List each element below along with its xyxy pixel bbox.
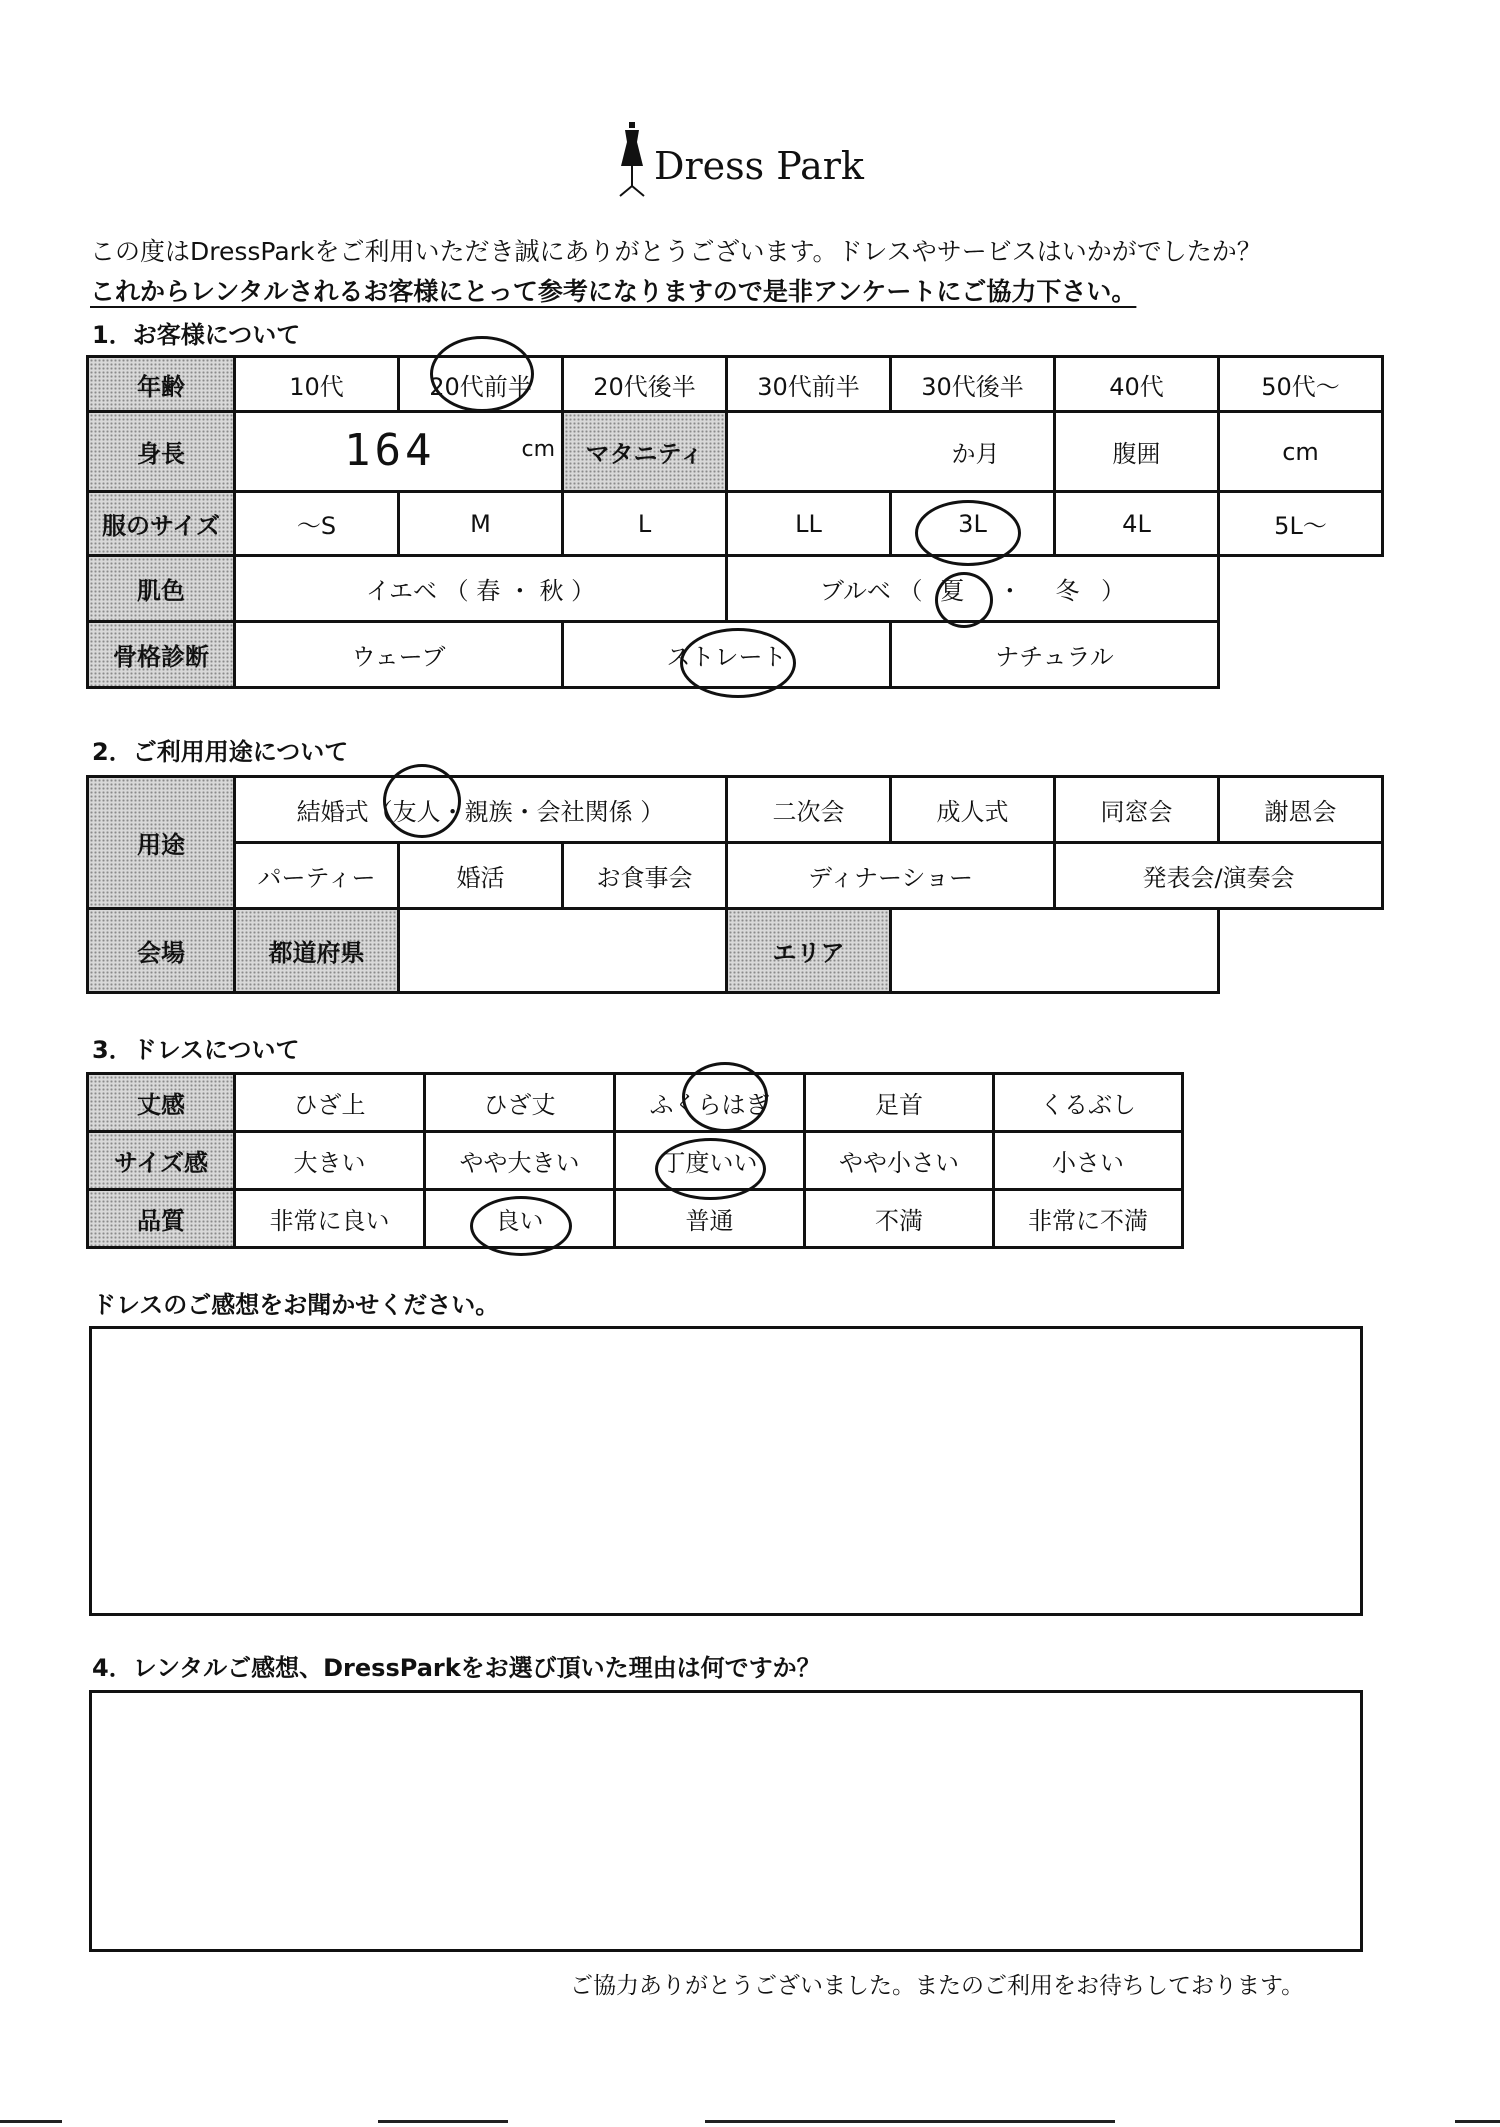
scan-edge-line bbox=[705, 2120, 1115, 2123]
fit-option-slightly-large[interactable]: やや大きい bbox=[425, 1132, 615, 1190]
purpose-option-coming-of-age[interactable]: 成人式 bbox=[891, 777, 1055, 843]
impression-textarea[interactable] bbox=[89, 1326, 1363, 1616]
skin-label: 肌色 bbox=[88, 556, 235, 622]
age-option-40s[interactable]: 40代 bbox=[1055, 357, 1219, 412]
section2-title: 2．ご利用用途について bbox=[92, 738, 349, 766]
empty-cell bbox=[1219, 556, 1383, 622]
size-option-s[interactable]: ～S bbox=[235, 492, 399, 556]
height-label: 身長 bbox=[88, 412, 235, 492]
dress-form-icon bbox=[612, 120, 652, 210]
quality-label: 品質 bbox=[88, 1190, 235, 1248]
wedding-friend-option[interactable]: 友人 bbox=[392, 798, 441, 826]
age-option-10s[interactable]: 10代 bbox=[235, 357, 399, 412]
venue-label: 会場 bbox=[88, 909, 235, 993]
area-label: エリア bbox=[727, 909, 891, 993]
purpose-label: 用途 bbox=[88, 777, 235, 909]
skeleton-label: 骨格診断 bbox=[88, 622, 235, 688]
prefecture-field[interactable] bbox=[399, 909, 727, 993]
wedding-rest: ・親族・会社関係 ） bbox=[440, 798, 665, 826]
prefecture-label: 都道府県 bbox=[235, 909, 399, 993]
fit-option-large[interactable]: 大きい bbox=[235, 1132, 425, 1190]
reason-textarea[interactable] bbox=[89, 1690, 1363, 1952]
purpose-option-party[interactable]: パーティー bbox=[235, 843, 399, 909]
skeleton-option-straight[interactable]: ストレート bbox=[563, 622, 891, 688]
quality-option-good[interactable]: 良い bbox=[425, 1190, 615, 1248]
age-option-early-30s[interactable]: 30代前半 bbox=[727, 357, 891, 412]
blue-base-suffix: ） bbox=[1101, 577, 1126, 605]
length-label: 丈感 bbox=[88, 1074, 235, 1132]
size-option-ll[interactable]: LL bbox=[727, 492, 891, 556]
blue-base-prefix: ブルベ （ bbox=[819, 577, 923, 605]
fit-option-just-right[interactable]: 丁度いい bbox=[615, 1132, 805, 1190]
height-field[interactable] bbox=[235, 412, 563, 492]
purpose-option-reunion[interactable]: 同窓会 bbox=[1055, 777, 1219, 843]
waist-field[interactable]: cm bbox=[1219, 412, 1383, 492]
intro-text: この度はDressParkをご利用いただき誠にありがとうございます。ドレスやサービスはいかがでしたか？ bbox=[90, 237, 1262, 266]
quality-option-very-good[interactable]: 非常に良い bbox=[235, 1190, 425, 1248]
section4-title: 4．レンタルご感想、DressParkをお選び頂いた理由は何ですか？ bbox=[92, 1654, 821, 1682]
age-label: 年齢 bbox=[88, 357, 235, 412]
fit-label: サイズ感 bbox=[88, 1132, 235, 1190]
purpose-table bbox=[86, 775, 1384, 994]
purpose-option-wedding[interactable] bbox=[235, 777, 727, 843]
impression-prompt: ドレスのご感想をお聞かせください。 bbox=[92, 1291, 500, 1319]
length-option-above-knee[interactable]: ひざ上 bbox=[235, 1074, 425, 1132]
quality-option-dissatisfied[interactable]: 不満 bbox=[805, 1190, 994, 1248]
age-option-early-20s[interactable]: 20代前半 bbox=[399, 357, 563, 412]
empty-cell bbox=[1219, 909, 1383, 993]
length-option-calf[interactable]: ふくらはぎ bbox=[615, 1074, 805, 1132]
scan-edge-line bbox=[0, 2120, 62, 2123]
maternity-label: マタニティ bbox=[563, 412, 727, 492]
blue-dot: ・ bbox=[997, 577, 1022, 605]
skin-option-yellow-base[interactable]: イエベ （ 春 ・ 秋 ） bbox=[235, 556, 727, 622]
size-label: 服のサイズ bbox=[88, 492, 235, 556]
area-field[interactable] bbox=[891, 909, 1219, 993]
empty-cell bbox=[1219, 622, 1383, 688]
dress-table bbox=[86, 1072, 1184, 1249]
purpose-option-konkatsu[interactable]: 婚活 bbox=[399, 843, 563, 909]
intro-request: これからレンタルされるお客様にとって参考になりますので是非アンケートにご協力下さい。 bbox=[90, 277, 1137, 306]
age-option-late-30s[interactable]: 30代後半 bbox=[891, 357, 1055, 412]
size-option-m[interactable]: M bbox=[399, 492, 563, 556]
quality-option-average[interactable]: 普通 bbox=[615, 1190, 805, 1248]
size-option-3l[interactable]: 3L bbox=[891, 492, 1055, 556]
wedding-prefix: 結婚式（ bbox=[296, 798, 393, 826]
blue-summer-option[interactable]: 夏 bbox=[940, 577, 965, 605]
scan-edge-line bbox=[378, 2120, 508, 2123]
purpose-option-after-party[interactable]: 二次会 bbox=[727, 777, 891, 843]
purpose-option-thank-you-party[interactable]: 謝恩会 bbox=[1219, 777, 1383, 843]
customer-table bbox=[86, 355, 1384, 689]
purpose-option-dinner-show[interactable]: ディナーショー bbox=[727, 843, 1055, 909]
size-option-4l[interactable]: 4L bbox=[1055, 492, 1219, 556]
maternity-months-field[interactable] bbox=[727, 412, 1055, 492]
purpose-option-dinner[interactable]: お食事会 bbox=[563, 843, 727, 909]
brand-name: Dress Park bbox=[654, 144, 864, 188]
skeleton-option-wave[interactable]: ウェーブ bbox=[235, 622, 563, 688]
purpose-option-recital[interactable]: 発表会/演奏会 bbox=[1055, 843, 1383, 909]
section1-title: 1．お客様について bbox=[92, 321, 301, 349]
footer-thanks: ご協力ありがとうございました。またのご利用をお待ちしております。 bbox=[570, 1973, 1305, 1999]
size-option-5l[interactable]: 5L～ bbox=[1219, 492, 1383, 556]
skin-option-blue-base[interactable] bbox=[727, 556, 1219, 622]
height-value: 164 bbox=[344, 425, 436, 476]
length-option-malleolus[interactable]: くるぶし bbox=[994, 1074, 1183, 1132]
fit-option-small[interactable]: 小さい bbox=[994, 1132, 1183, 1190]
size-option-l[interactable]: L bbox=[563, 492, 727, 556]
brand-logo bbox=[612, 120, 864, 210]
section3-title: 3．ドレスについて bbox=[92, 1036, 300, 1064]
fit-option-slightly-small[interactable]: やや小さい bbox=[805, 1132, 994, 1190]
skeleton-option-natural[interactable]: ナチュラル bbox=[891, 622, 1219, 688]
quality-option-very-dissatisfied[interactable]: 非常に不満 bbox=[994, 1190, 1183, 1248]
length-option-ankle[interactable]: 足首 bbox=[805, 1074, 994, 1132]
months-unit: か月 bbox=[951, 440, 1000, 468]
waist-label: 腹囲 bbox=[1055, 412, 1219, 492]
age-option-late-20s[interactable]: 20代後半 bbox=[563, 357, 727, 412]
age-option-50s[interactable]: 50代～ bbox=[1219, 357, 1383, 412]
length-option-knee[interactable]: ひざ丈 bbox=[425, 1074, 615, 1132]
scan-edge-line bbox=[1455, 2120, 1500, 2123]
height-unit: cm bbox=[521, 437, 555, 462]
blue-winter-option[interactable]: 冬 bbox=[1055, 577, 1080, 605]
